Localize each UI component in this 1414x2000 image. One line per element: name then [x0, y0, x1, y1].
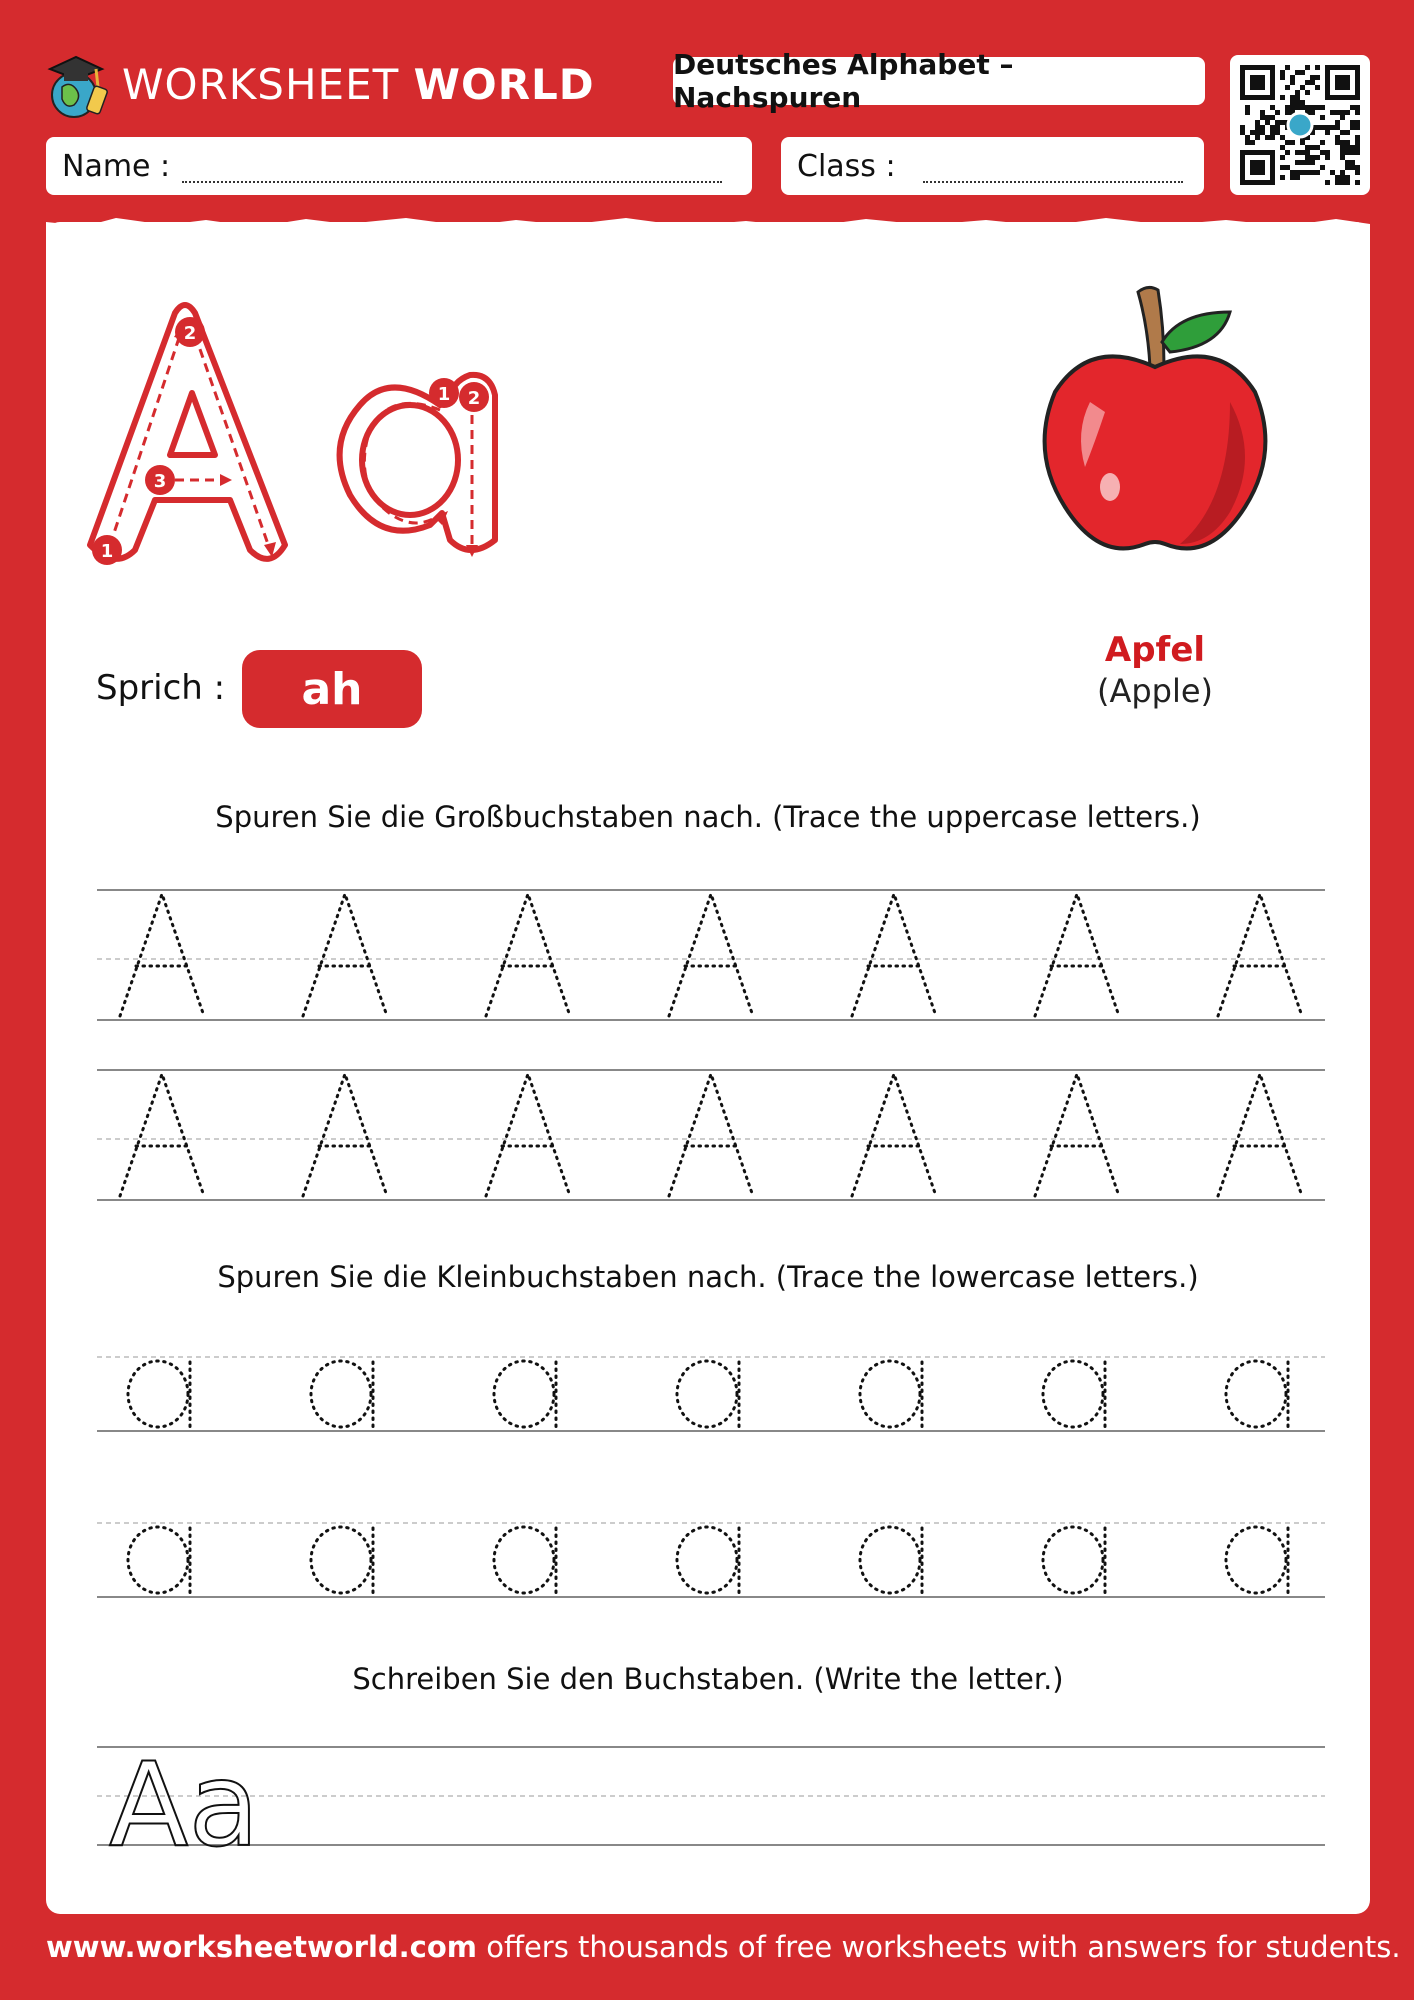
traceable-letter[interactable] [1035, 894, 1119, 1016]
uppercase-trace-lines [97, 1068, 1325, 1202]
qr-code[interactable] [1230, 55, 1370, 195]
traceable-letter[interactable] [669, 1074, 753, 1196]
traceable-letter[interactable] [494, 1527, 556, 1594]
lowercase-trace-row [97, 1520, 1325, 1600]
apple-illustration [1030, 282, 1280, 572]
lowercase-trace-lines [97, 1354, 1325, 1434]
word-german: Apfel [1104, 630, 1206, 670]
class-writing-line[interactable] [923, 181, 1183, 183]
stroke-number: 1 [437, 384, 451, 405]
traceable-letter[interactable] [303, 894, 387, 1016]
traceable-letter[interactable] [1043, 1527, 1105, 1594]
traceable-letter[interactable] [860, 1361, 922, 1428]
name-field[interactable] [46, 137, 752, 195]
footer-url[interactable]: www.worksheetworld.com [46, 1930, 478, 1964]
brand-name-light: WORKSHEET [122, 59, 400, 109]
traceable-letter[interactable] [1218, 1074, 1302, 1196]
pronunciation-badge: ah [242, 650, 422, 728]
brand-name-bold: WORLD [413, 59, 595, 109]
qr-code-image [1230, 55, 1370, 195]
traceable-letter[interactable] [852, 894, 936, 1016]
traceable-letter[interactable] [486, 894, 570, 1016]
write-practice-lines[interactable] [97, 1744, 1325, 1848]
traceable-letter[interactable] [1226, 1527, 1288, 1594]
traceable-letter[interactable] [494, 1361, 556, 1428]
lowercase-instruction: Spuren Sie die Kleinbuchstaben nach. (Trace the lowercase letters.) [217, 1260, 1199, 1294]
worksheet-title: Deutsches Alphabet – Nachspuren [673, 57, 1205, 105]
stroke-number: 2 [467, 388, 481, 409]
lowercase-a-guide [340, 375, 495, 557]
stroke-number: 1 [100, 541, 114, 562]
stroke-number: 2 [183, 323, 197, 344]
letter-stroke-guide [70, 295, 560, 595]
uppercase-trace-row [97, 1068, 1325, 1202]
uppercase-trace-lines [97, 888, 1325, 1022]
traceable-letter[interactable] [303, 1074, 387, 1196]
name-writing-line[interactable] [182, 181, 722, 183]
traceable-letter[interactable] [669, 894, 753, 1016]
write-instruction: Schreiben Sie den Buchstaben. (Write the letter.) [352, 1662, 1064, 1696]
traceable-letter[interactable] [486, 1074, 570, 1196]
traceable-letter[interactable] [860, 1527, 922, 1594]
traceable-letter[interactable] [311, 1527, 373, 1594]
traceable-letter[interactable] [128, 1527, 190, 1594]
globe-mascot-icon [44, 47, 114, 121]
lowercase-trace-row [97, 1354, 1325, 1434]
lowercase-trace-lines [97, 1520, 1325, 1600]
uppercase-a-guide [90, 305, 285, 565]
traceable-letter[interactable] [1226, 1361, 1288, 1428]
traceable-letter[interactable] [677, 1527, 739, 1594]
brand-logo [44, 44, 595, 124]
traceable-letter[interactable] [1218, 894, 1302, 1016]
uppercase-instruction: Spuren Sie die Großbuchstaben nach. (Trace the uppercase letters.) [215, 800, 1201, 834]
traceable-letter[interactable] [852, 1074, 936, 1196]
pronunciation-label: Sprich : [96, 668, 226, 708]
traceable-letter[interactable] [120, 894, 204, 1016]
word-english: (Apple) [1096, 672, 1214, 710]
footer-text [46, 1930, 1401, 1964]
write-example-letters: Aa [109, 1744, 260, 1848]
stroke-number: 3 [153, 471, 167, 492]
traceable-letter[interactable] [311, 1361, 373, 1428]
write-practice-row[interactable] [97, 1744, 1325, 1848]
traceable-letter[interactable] [128, 1361, 190, 1428]
class-field[interactable] [781, 137, 1204, 195]
class-label: Class : [797, 148, 896, 184]
traceable-letter[interactable] [677, 1361, 739, 1428]
torn-edge-decoration [46, 216, 1370, 236]
traceable-letter[interactable] [1043, 1361, 1105, 1428]
traceable-letter[interactable] [120, 1074, 204, 1196]
traceable-letter[interactable] [1035, 1074, 1119, 1196]
footer-tagline: offers thousands of free worksheets with answers for students. [477, 1930, 1401, 1964]
uppercase-trace-row [97, 888, 1325, 1022]
name-label: Name : [62, 148, 171, 184]
